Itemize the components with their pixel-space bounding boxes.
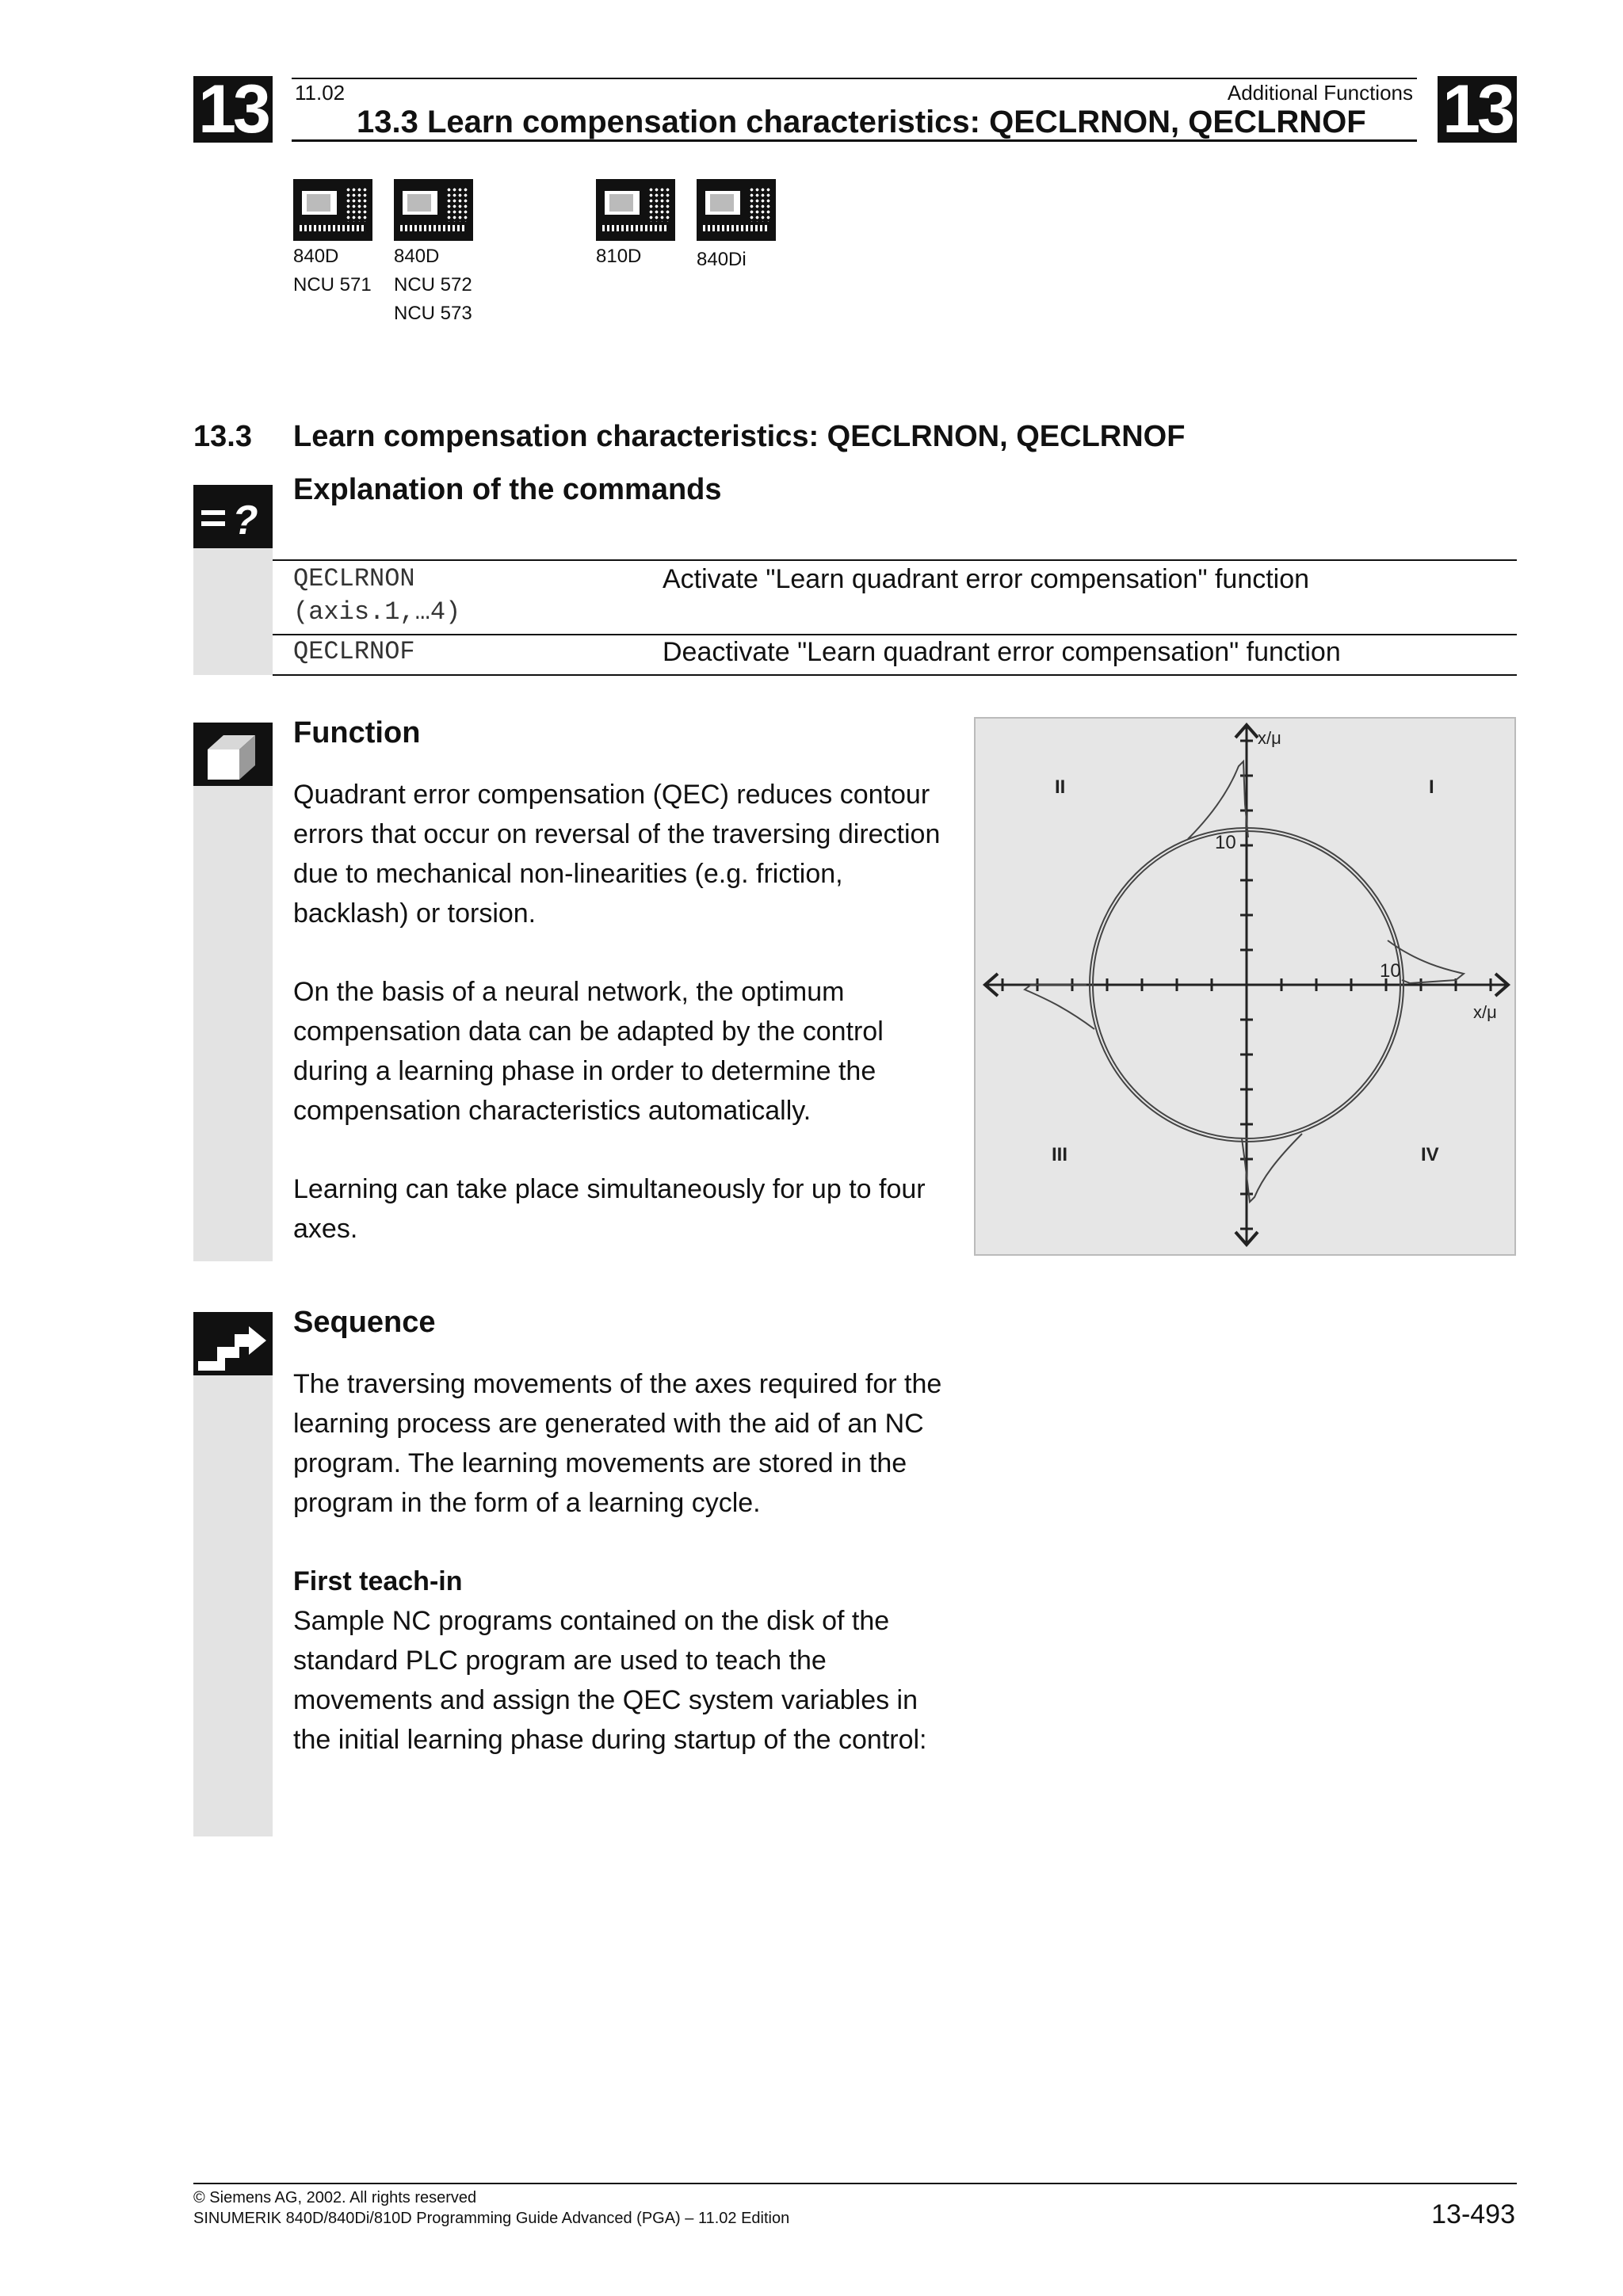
header-rule-top: [292, 78, 1417, 79]
x-axis-label: x/μ: [1473, 1002, 1497, 1022]
function-heading: Function: [293, 716, 421, 749]
footer-page-number: 13-493: [1431, 2199, 1515, 2229]
command-desc-qeclrnof: Deactivate "Learn quadrant error compensation" function: [663, 637, 1341, 667]
header-section-name: Additional Functions: [1227, 81, 1413, 105]
footer-rule: [193, 2183, 1517, 2184]
section-title: Learn compensation characteristics: QECLRNON, QECLRNOF: [293, 420, 1186, 453]
commands-table-top-rule: [273, 559, 1517, 561]
controller-label-3: 810D: [596, 246, 642, 267]
controller-icon-840d-ncu571: [293, 179, 372, 241]
quadrant-label-ii: II: [1055, 776, 1066, 798]
sequence-side-bar: [193, 1375, 273, 1836]
x-tick-label: 10: [1380, 960, 1401, 982]
footer-guide-title: SINUMERIK 840D/840Di/810D Programming Guide Advanced (PGA) – 11.02 Edition: [193, 2210, 790, 2227]
first-teach-in-paragraph: Sample NC programs contained on the disk of the standard PLC program are used to teach the movements and assign the QEC system variables in the initial learning phase during startup of the control:: [293, 1606, 927, 1755]
controller-icon-810d: [596, 179, 675, 241]
function-side-bar: [193, 786, 273, 1261]
cusp-bottom: [1242, 1134, 1302, 1202]
qec-figure: [974, 717, 1516, 1256]
function-icon: [193, 723, 273, 786]
sequence-paragraph: The traversing movements of the axes required for the learning process are generated with the aid of an NC program. The learning movements are stored in the program in the form of a learning cycle.: [293, 1369, 942, 1518]
command-desc-qeclrnon: Activate "Learn quadrant error compensation" function: [663, 564, 1310, 594]
footer-copyright: © Siemens AG, 2002. All rights reserved: [193, 2189, 477, 2206]
explanation-heading: Explanation of the commands: [293, 473, 722, 506]
controller-label-4: 840Di: [697, 249, 747, 270]
explanation-side-bar: [193, 548, 273, 675]
function-paragraph-3: Learning can take place simultaneously for up to four axes.: [293, 1174, 926, 1244]
controller-label-2: 840D NCU 572 NCU 573: [394, 246, 472, 324]
sequence-icon: [193, 1312, 273, 1375]
quadrant-label-i: I: [1429, 776, 1434, 798]
svg-text:?: ?: [228, 498, 262, 543]
first-teach-in-heading: First teach-in: [293, 1566, 463, 1596]
controller-icon-840d-ncu572: [394, 179, 473, 241]
controller-label-1: 840D NCU 571: [293, 246, 372, 296]
controller-icon-840di: [697, 179, 776, 241]
chapter-badge-right: 13: [1438, 76, 1517, 143]
function-text: [293, 775, 951, 1249]
section-number: 13.3: [193, 420, 252, 453]
y-axis-label: x/μ: [1258, 728, 1281, 748]
command-code-qeclrnof: QECLRNOF: [293, 637, 415, 666]
function-paragraph-2: On the basis of a neural network, the optimum compensation data can be adapted by the control during a learning phase in order to determine the compensation characteristics automatically.: [293, 977, 884, 1126]
sequence-text: [293, 1364, 951, 1760]
quadrant-label-iii: III: [1052, 1144, 1068, 1165]
chapter-badge-left: 13: [193, 76, 273, 143]
command-code-qeclrnon: QECLRNON (axis.1,…4): [293, 564, 461, 627]
function-paragraph-1: Quadrant error compensation (QEC) reduces contour errors that occur on reversal of the traversing direction due to mechanical non-linearities (e.g. friction, backlash) or torsion.: [293, 780, 941, 929]
sequence-heading: Sequence: [293, 1306, 436, 1339]
explanation-icon: [193, 485, 273, 548]
commands-table-bottom-rule: [273, 674, 1517, 676]
header-rule-bottom: [292, 139, 1417, 142]
y-tick-label: 10: [1215, 832, 1236, 853]
qec-figure-svg: [976, 719, 1514, 1254]
header-title: 13.3 Learn compensation characteristics: QECLRNON, QECLRNOF: [357, 105, 1366, 139]
header-date: 11.02: [295, 81, 346, 105]
quadrant-label-iv: IV: [1421, 1144, 1439, 1165]
cusp-left: [1025, 985, 1094, 1029]
